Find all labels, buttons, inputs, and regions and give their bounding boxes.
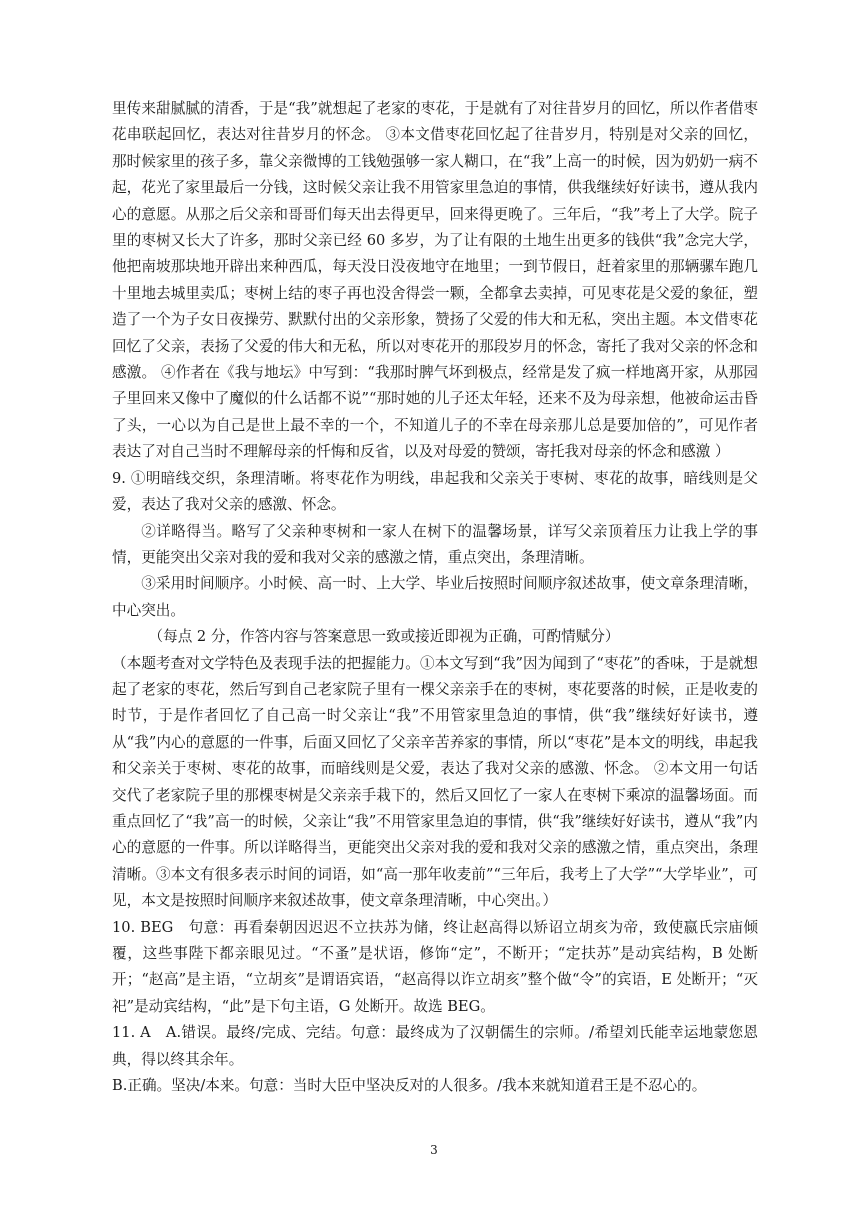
paragraph-q10: 10. BEG 句意：再看秦朝因迟迟不立扶苏为储，终让赵高得以矫诏立胡亥为帝，致使嬴氏宗庙倾覆，这些事陛下都亲眼见过。“不蚤”是状语，修饰“定”，不断开；“定扶苏”是动宾结构，B 处断开；“赵高”是主语，“立胡亥”是谓语宾语，“赵高得以诈立胡亥”整个做“令”的宾语，E 处断开；“灭祀”是动宾结构，“此”是下句主语，G 处断开。故选 BEG。 xyxy=(112,918,758,1015)
paragraph-q11-option-b: B.正确。坚决/本来。句意：当时大臣中坚决反对的人很多。/我本来就知道君王是不忍心的。 xyxy=(112,1077,707,1095)
paragraph-q11-option-a: 11. A A.错误。最终/完成、完结。句意：最终成为了汉朝儒生的宗师。/希望刘氏能幸运地蒙您恩典，得以终其余年。 xyxy=(112,1024,758,1068)
paragraph-q9-point-3: ③采用时间顺序。小时候、高一时、上大学、毕业后按照时间顺序叙述故事，使文章条理清晰，中心突出。 xyxy=(112,575,758,619)
paragraph-q9-scoring-note: （每点 2 分，作答内容与答案意思一致或接近即视为正确，可酌情赋分） xyxy=(148,628,620,646)
answer-text-body xyxy=(112,96,758,1099)
paragraph-q9-point-2: ②详略得当。略写了父亲种枣树和一家人在树下的温馨场景，详写父亲顶着压力让我上学的事情，更能突出父亲对我的爱和我对父亲的感激之情，重点突出，条理清晰。 xyxy=(112,522,758,566)
paragraph-q9-point-1: 9. ①明暗线交织，条理清晰。将枣花作为明线，串起我和父亲关于枣树、枣花的故事，暗线则是父爱，表达了我对父亲的感激、怀念。 xyxy=(112,469,758,514)
page-number: 3 xyxy=(430,1143,438,1157)
paragraph-q8-continued: 里传来甜腻腻的清香，于是“我”就想起了老家的枣花，于是就有了对往昔岁月的回忆，所以作者借枣花串联起回忆，表达对往昔岁月的怀念。 ③本文借枣花回忆起了往昔岁月，特别是对父亲的回忆，那时候家里的孩子多，靠父亲微博的工钱勉强够一家人糊口，在“我”上高一的时候，因为奶奶一病不起，花光了家里最后一分钱，这时候父亲让我不用管家里急迫的事情，供我继续好好读书，遵从我内心的意愿。从那之后父亲和哥哥们每天出去得更早，回来得更晚了。三年后，“我”考上了大学。院子里的枣树又长大了许多，那时父亲已经 60 多岁，为了让有限的土地生出更多的钱供“我”念完大学，他把南坡那块地开辟出来种西瓜，每天没日没夜地守在地里；一到节假日，赶着家里的那辆骡车跑几十里地去城里卖瓜；枣树上结的枣子再也没舍得尝一颗，全都拿去卖掉，可见枣花是父爱的象征，塑造了一个为子女日夜操劳、默默付出的父亲形象，赞扬了父爱的伟大和无私，突出主题。本文借枣花回忆了父亲，表扬了父爱的伟大和无私，所以对枣花开的那段岁月的怀念，寄托了我对父亲的怀念和感激。 ④作者在《我与地坛》中写到：“我那时脾气坏到极点，经常是发了疯一样地离开家，从那园子里回来又像中了魔似的什么话都不说”“那时她的儿子还太年轻，还来不及为母亲想，他被命运击昏了头，一心以为自己是世上最不幸的一个，不知道儿子的不幸在母亲那儿总是要加倍的”，可见作者表达了对自己当时不理解母亲的忏悔和反省，以及对母爱的赞颂，寄托我对母亲的怀念和感激 ） xyxy=(112,100,758,461)
paragraph-q9-analysis: （本题考查对文学特色及表现手法的把握能力。①本文写到“我”因为闻到了“枣花”的香味，于是就想起了老家的枣花，然后写到自己老家院子里有一棵父亲亲手在的枣树，枣花要落的时候，正是收麦的时节，于是作者回忆了自己高一时父亲让“我”不用管家里急迫的事情，供“我”继续好好读书，遵从“我”内心的意愿的一件事，后面又回忆了父亲辛苦养家的事情，所以“枣花”是本文的明线，串起我和父亲关于枣树、枣花的故事，而暗线则是父爱，表达了我对父亲的感激、怀念。 ②本文用一句话交代了老家院子里的那棵枣树是父亲亲手栽下的，然后又回忆了一家人在枣树下乘凉的温馨场面。而重点回忆了“我”高一的时候，父亲让“我”不用管家里急迫的事情，供“我”继续好好读书，遵从“我”内心的意愿的一件事。所以详略得当，更能突出父亲对我的爱和我对父亲的感激之情，重点突出，条理清晰。③本文有很多表示时间的词语，如“高一那年收麦前”“三年后，我考上了大学”“大学毕业”，可见，本文是按照时间顺序来叙述故事，使文章条理清晰，中心突出。） xyxy=(112,654,758,910)
